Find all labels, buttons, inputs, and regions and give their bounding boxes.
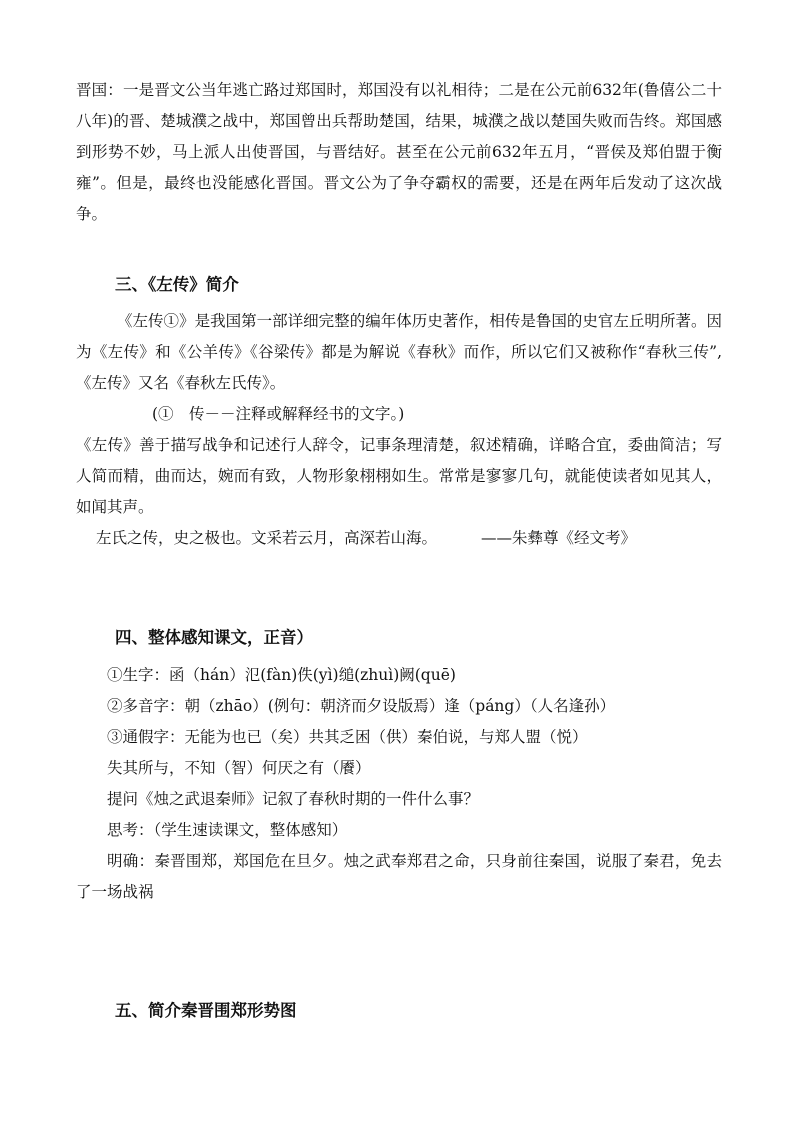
list-item-tongjia: ③通假字：无能为也已（矣）共其乏困（供）秦伯说，与郑人盟（悦） <box>107 728 588 746</box>
zuozhuan-style-paragraph: 《左传》善于描写战争和记述行人辞令，记事条理清楚，叙述精确，详略合宜，委曲简洁；写人简而精，曲而达，婉而有致，人物形象栩栩如生。常常是寥寥几句，就能使读者如见其人，如闻其声。 <box>76 436 722 516</box>
section-4-heading: 四、整体感知课文，正音） <box>115 628 313 647</box>
section-3-heading: 三、《左传》简介 <box>115 275 239 294</box>
list-item-polyphones: ②多音字：朝（zhāo）(例句：朝济而夕设版焉）逢（páng）（人名逢孙） <box>107 697 616 715</box>
list-item-tongjia-continued: 失其所与，不知（智）何厌之有（餍） <box>107 759 371 777</box>
list-item-new-characters: ①生字：函（hán）氾(fàn)佚(yì)缒(zhuì)阙(quē) <box>107 666 456 684</box>
quote-line <box>96 523 722 554</box>
intro-paragraph: 晋国：一是晋文公当年逃亡路过郑国时，郑国没有以礼相待；二是在公元前632年(鲁僖公二十八年)的晋、楚城濮之战中，郑国曾出兵帮助楚国，结果，城濮之战以楚国失败而告终。郑国感到形势不妙，马上派人出使晋国，与晋结好。甚至在公元前632年五月，“晋侯及郑伯盟于衡雍”。但是，最终也没能感化晋国。晋文公为了争夺霸权的需要，还是在两年后发动了这次战争。 <box>76 81 722 223</box>
footnote-zhuan: (① 传－－注释或解释经书的文字。) <box>152 405 405 423</box>
think-text: 思考：（学生速读课文，整体感知） <box>107 821 348 839</box>
answer-paragraph: 明确：秦晋围郑，郑国危在旦夕。烛之武奉郑君之命，只身前往秦国，说服了秦君，免去了一场战祸 <box>76 852 722 901</box>
section-5-heading: 五、简介秦晋围郑形势图 <box>115 1001 297 1020</box>
quote-text: 左氏之传，史之极也。文采若云月，高深若山海。 <box>96 529 438 547</box>
question-text: 提问《烛之武退秦师》记叙了春秋时期的一件什么事？ <box>107 790 480 808</box>
quote-author: ——朱彝尊《经文考》 <box>480 529 636 547</box>
zuozhuan-intro-paragraph: 《左传①》是我国第一部详细完整的编年体历史著作，相传是鲁国的史官左丘明所著。因为《左传》和《公羊传》《谷梁传》都是为解说《春秋》而作，所以它们又被称作“春秋三传”,《左传》又名《春秋左氏传》。 <box>76 312 722 392</box>
